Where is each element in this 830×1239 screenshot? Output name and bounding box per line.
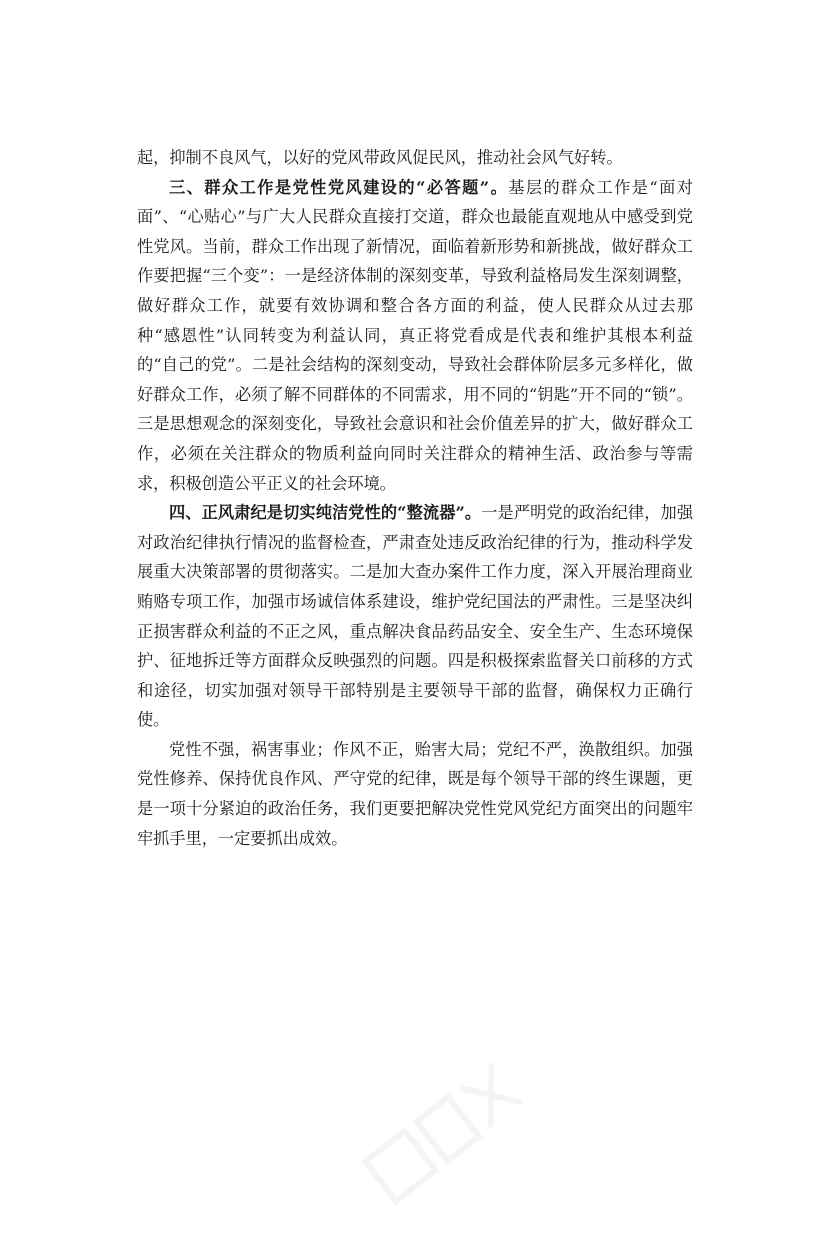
paragraph-4-text: 党性不强，祸害事业；作风不正，贻害大局；党纪不严，涣散组织。加强党性修养、保持优良作风、严守党的纪律，既是每个领导干部的终生课题，更是一项十分紧迫的政治任务，我们更要把解决党性党风党纪方面突出的问题牢牢抓手里，一定要抓出成效。 [137,739,693,848]
paragraph-2-text: 基层的群众工作是“面对面”、“心贴心”与广大人民群众直接打交道，群众也最能直观地从中感受到党性党风。当前，群众工作出现了新情况，面临着新形势和新挑战，做好群众工作要把握“三个变”：一是经济体制的深刻变革，导致利益格局发生深刻调整，做好群众工作，就要有效协调和整合各方面的利益，使人民群众从过去那种“感恩性”认同转变为利益认同，真正将党看成是代表和维护其根本利益的“自己的党”。二是社会结构的深刻变动，导致社会群体阶层多元多样化，做好群众工作，必须了解不同群体的不同需求，用不同的“钥匙”开不同的“锁”。三是思想观念的深刻变化，导致社会意识和社会价值差异的扩大，做好群众工作，必须在关注群众的物质利益向同时关注群众的精神生活、政治参与等需求，积极创造公平正义的社会环境。 [137,177,693,493]
body-text [137,143,693,853]
paragraph-3-text: 一是严明党的政治纪律，加强对政治纪律执行情况的监督检查，严肃查处违反政治纪律的行为，推动科学发展重大决策部署的贯彻落实。二是加大查办案件工作力度，深入开展治理商业贿赂专项工作，加强市场诚信体系建设，维护党纪国法的严肃性。三是坚决纠正损害群众利益的不正之风，重点解决食品药品安全、安全生产、生态环境保护、征地拆迁等方面群众反映强烈的问题。四是积极探索监督关口前移的方式和途径，切实加强对领导干部特别是主要领导干部的监督，确保权力正确行使。 [137,503,694,730]
paragraph-4 [137,735,693,853]
paragraph-1-text: 起，抑制不良风气，以好的党风带政风促民风，推动社会风气好转。 [137,148,623,167]
section-heading-3: 三、群众工作是党性党风建设的“必答题”。 [169,177,509,197]
section-heading-4: 四、正风肃纪是切实纯洁党性的“整流器”。 [169,503,482,523]
paragraph-2 [137,173,693,499]
paragraph-3 [137,498,693,735]
watermark-logo [345,1041,555,1239]
paragraph-1 [137,143,693,173]
